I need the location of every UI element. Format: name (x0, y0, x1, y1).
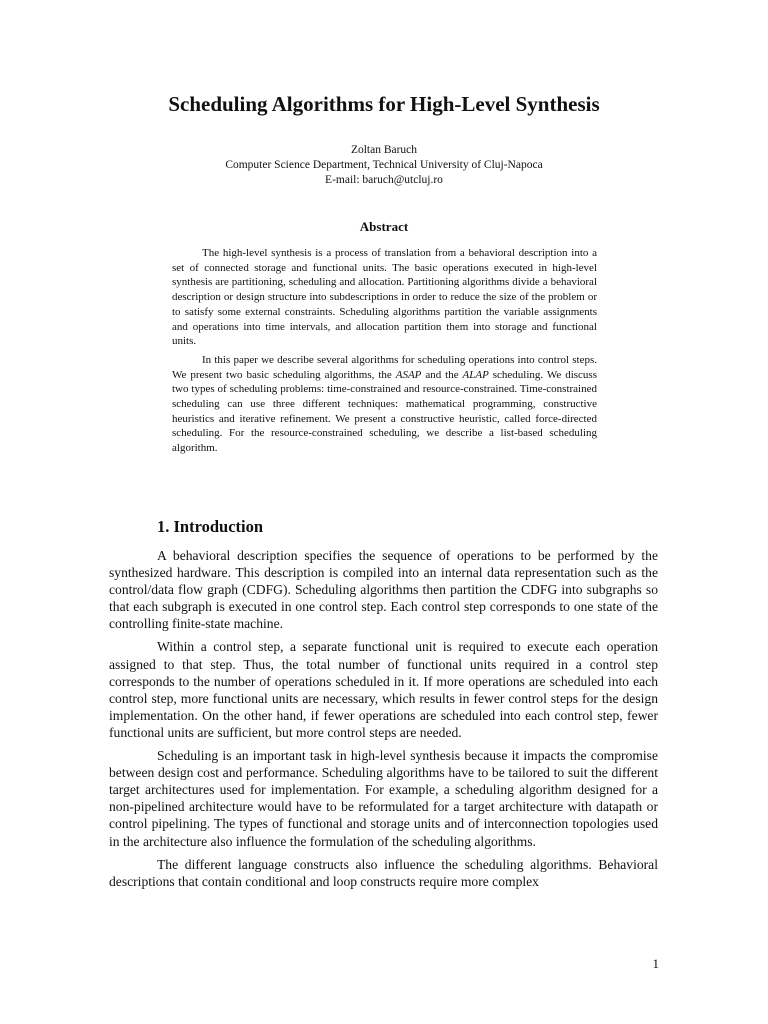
author-block (0, 143, 768, 188)
abstract-p2-text-c: scheduling. We discuss two types of scheduling problems: time-constrained and resource-constrained. Time-constrained scheduling can use three different techniques: mathematical programming, constructive heuristics and iterative refinement. We present a constructive heuristic, called force-directed scheduling. For the resource-constrained scheduling, we describe a list-based scheduling algorithm. (172, 368, 597, 455)
abstract-paragraph-2 (172, 353, 597, 456)
intro-paragraph: A behavioral description specifies the sequence of operations to be performed by the synthesized hardware. This description is compiled into an internal data representation such as the control/data flow graph (CDFG). Scheduling algorithms then partition the CDFG into subgraphs so that each subgraph is executed in one control step. Each control step corresponds to one state of the controlling finite-state machine. (109, 548, 658, 632)
abstract-paragraph-1: The high-level synthesis is a process of translation from a behavioral description into a set of connected storage and functional units. The basic operations executed in high-level synthesis are partitioning, scheduling and allocation. Partitioning algorithms divide a behavioral description or design structure into subdescriptions in order to reduce the size of the problem or to satisfy some external constraints. Scheduling algorithms partition the variable assignments and operations into time intervals, and allocation partition them into storage and functional units. (172, 247, 597, 348)
intro-paragraph: The different language constructs also influence the scheduling algorithms. Behavioral descriptions that contain conditional and loop constructs require more complex (109, 856, 658, 889)
abstract-body (172, 246, 597, 460)
asap-term: ASAP (395, 368, 422, 381)
paper-title: Scheduling Algorithms for High-Level Synthesis (168, 92, 600, 116)
intro-paragraph: Scheduling is an important task in high-level synthesis because it impacts the compromise between design cost and performance. Scheduling algorithms have to be tailored to suit the different target architectures used for implementation. For example, a scheduling algorithm designed for a non-pipelined architecture would have to be reformulated for a target architecture with datapath or control pipelining. The types of functional and storage units and of interconnection topologies used in the architecture also influence the formulation of the scheduling algorithms. (109, 748, 658, 849)
intro-paragraph: Within a control step, a separate functional unit is required to execute each operation assigned to that step. Thus, the total number of functional units required in a control step corresponds to the number of operations scheduled in it. If more operations are scheduled into each control step, more functional units are necessary, which results in fewer control steps for the design implementation. On the other hand, if fewer operations are scheduled into each control step, fewer functional units are sufficient, but more control steps are needed. (109, 639, 658, 740)
introduction-body (109, 547, 658, 896)
author-email: E-mail: baruch@utcluj.ro (325, 174, 443, 186)
abstract-heading: Abstract (359, 219, 409, 234)
page-number: 1 (652, 956, 659, 971)
section-heading-introduction: 1. Introduction (157, 517, 264, 536)
alap-term: ALAP (462, 368, 489, 381)
abstract-p2-text-b: and the (421, 368, 463, 381)
abstract-p2-text-a: In this paper we describe several algorithms for scheduling operations into control steps. We present two basic scheduling algorithms, the (172, 353, 597, 381)
author-name: Zoltan Baruch (350, 144, 418, 156)
author-affiliation: Computer Science Department, Technical University of Cluj-Napoca (225, 159, 543, 171)
